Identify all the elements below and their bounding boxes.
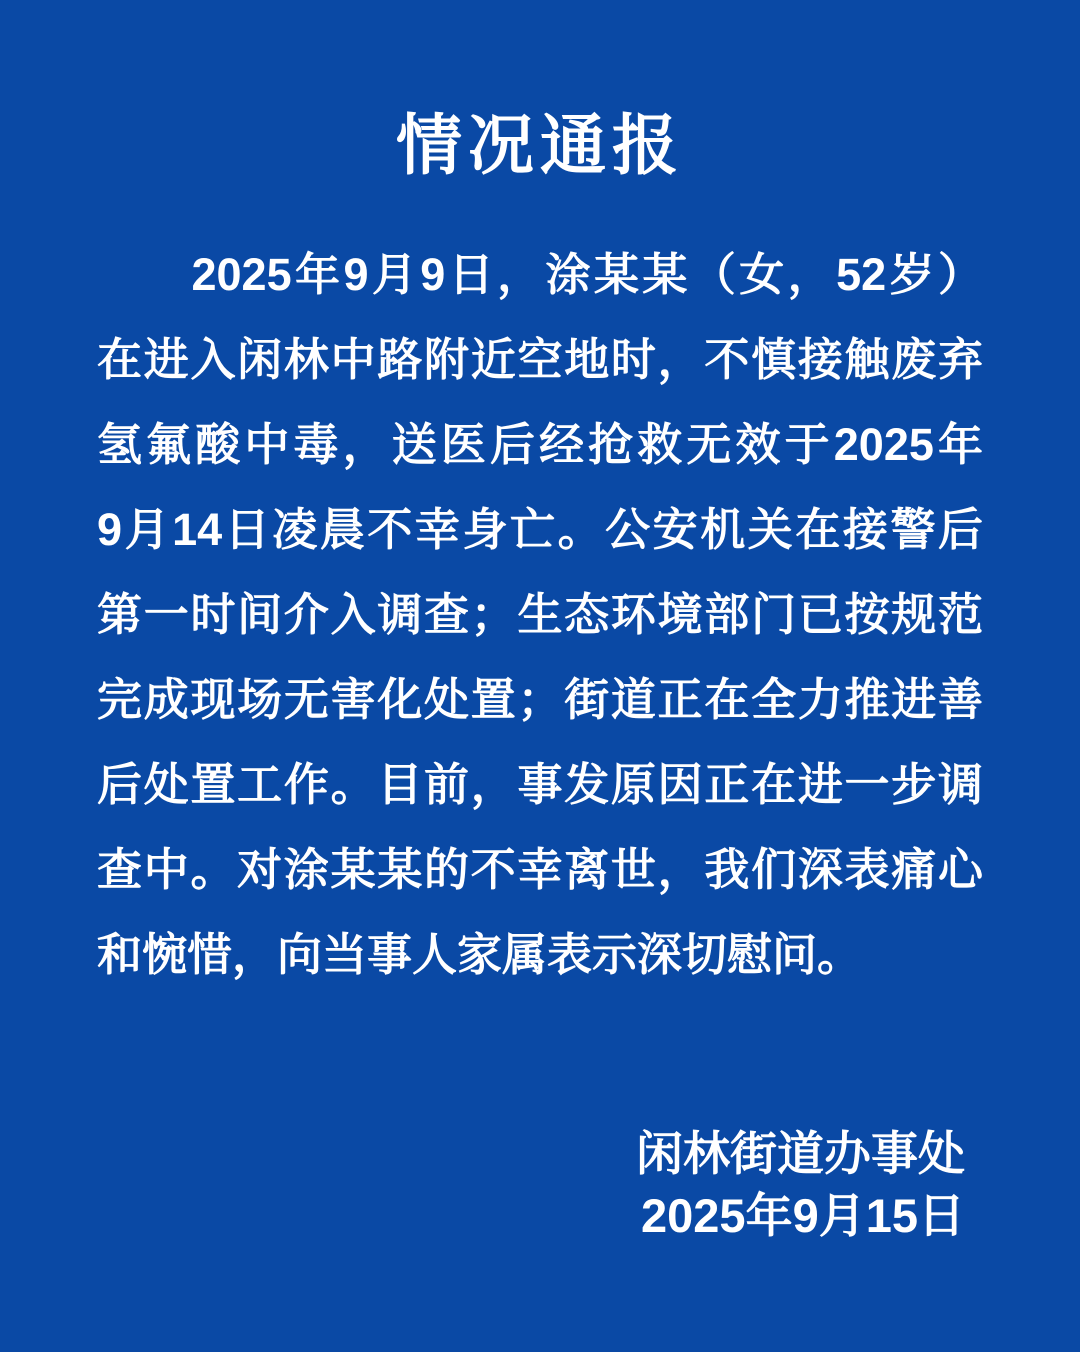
body-line-5: 第一时间介入调查；生态环境部门已按规范 xyxy=(97,589,983,640)
body-line-9: 和惋惜，向当事人家属表示深切慰问。 xyxy=(97,929,863,980)
body-line-4: 9月14日凌晨不幸身亡。公安机关在接警后 xyxy=(97,504,983,555)
signature-organization: 闲林街道办事处 xyxy=(636,1127,965,1180)
body-line-6: 完成现场无害化处置；街道正在全力推进善 xyxy=(97,674,983,725)
body-line-2: 在进入闲林中路附近空地时，不慎接触废弃 xyxy=(97,334,983,385)
signature-block xyxy=(0,1123,1080,1247)
body-line-1: 2025年9月9日，涂某某（女，52岁） xyxy=(191,249,983,300)
body-line-3: 氢氟酸中毒，送医后经抢救无效于2025年 xyxy=(97,419,983,470)
signature-date: 2025年9月15日 xyxy=(641,1189,965,1242)
body-line-8: 查中。对涂某某的不幸离世，我们深表痛心 xyxy=(97,844,983,895)
body-line-7: 后处置工作。目前，事发原因正在进一步调 xyxy=(97,759,983,810)
notice-body xyxy=(97,232,983,997)
notice-title: 情况通报 xyxy=(396,108,684,182)
